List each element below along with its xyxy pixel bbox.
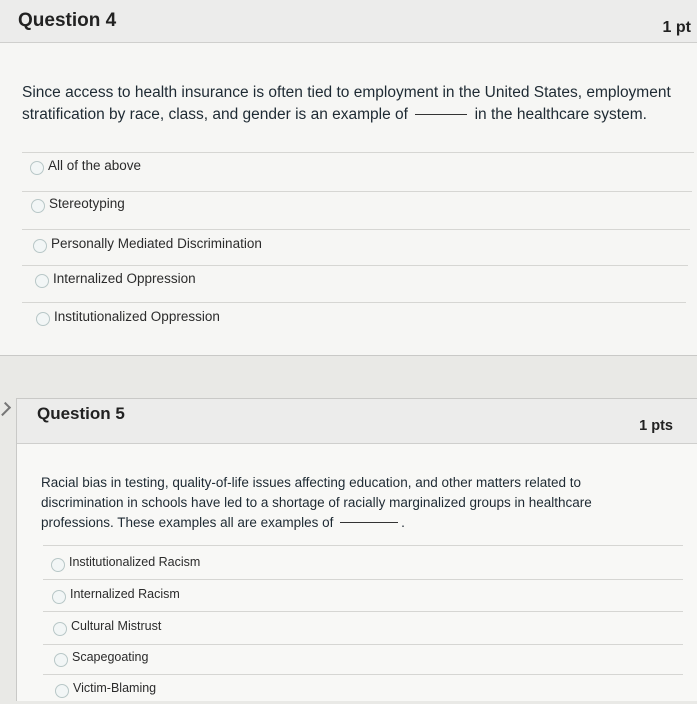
radio-button[interactable] [51,558,65,572]
radio-button[interactable] [35,274,49,288]
divider [43,545,683,546]
question-5-card [16,398,697,701]
radio-button[interactable] [55,684,69,698]
question-4-points: 1 pt [662,19,691,36]
question-5-text-after: . [401,515,405,530]
question-4-text-after: in the healthcare system. [470,106,647,123]
option-label: Cultural Mistrust [71,619,162,633]
radio-button[interactable] [30,161,44,175]
divider [22,265,688,266]
question-4-text-before: Since access to health insurance is often tied to employment in the United States, employment stratification by race, class, and gender is an example of [22,84,671,123]
radio-button[interactable] [52,590,66,604]
answer-blank [415,114,467,115]
option-label: Institutionalized Oppression [54,309,220,324]
radio-button[interactable] [54,653,68,667]
option-label: Institutionalized Racism [69,555,201,569]
question-5-header [17,399,697,444]
divider [43,611,683,612]
question-5-text [41,473,641,533]
option-label: Victim-Blaming [73,681,157,695]
option-label: Internalized Oppression [53,271,196,286]
option-label: Scapegoating [72,650,149,664]
divider [43,674,683,675]
divider [22,152,694,153]
question-5-title: Question 5 [37,404,125,423]
answer-blank [340,522,398,523]
divider [43,579,683,580]
option-label: All of the above [48,158,142,173]
option-label: Personally Mediated Discrimination [51,236,262,251]
previous-chevron-icon[interactable] [0,402,11,416]
divider [22,191,692,192]
question-4-header [0,0,697,43]
question-4-text [22,82,682,126]
question-4-title: Question 4 [18,10,117,31]
radio-button[interactable] [33,239,47,253]
divider [22,229,690,230]
radio-button[interactable] [53,622,67,636]
radio-button[interactable] [31,199,45,213]
radio-button[interactable] [36,312,50,326]
divider [22,302,686,303]
question-5-text-before: Racial bias in testing, quality-of-life issues affecting education, and other matters related to discrimination in schools have led to a shortage of racially marginalized groups in healthcare professions. These examples all are examples of [41,475,592,530]
divider [43,644,683,645]
option-label: Stereotyping [49,196,125,211]
question-5-points: 1 pts [639,418,673,434]
option-label: Internalized Racism [70,587,180,601]
